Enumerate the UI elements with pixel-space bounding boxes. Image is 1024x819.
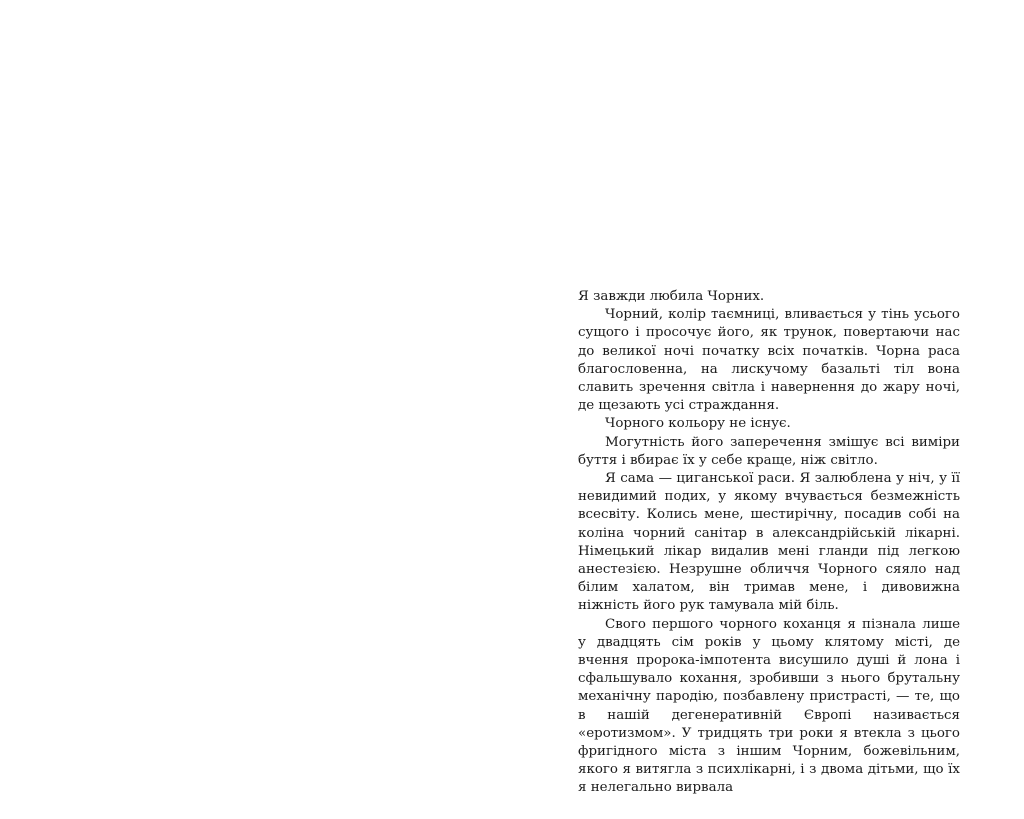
paragraph-6: Свого першого чорного коханця я пізнала лише у двадцять сім років у цьому клятому місті, де вчення пророка-імпотента висушило душі й лона і сфальшувало кохання, зробивши з нього брутальну механічну пародію, позбавлену пристрасті, — те, що в нашій дегенеративній Європі називається «еротизмом». У тридцять три роки я втекла з цього фригідного міста з іншим Чорним, божевільним, якого я витягла з психлікарні, і з двома дітьми, що їх я нелегально вирвала [578, 616, 960, 796]
body-text [578, 288, 960, 798]
paragraph-5: Я сама — циганської раси. Я залюблена у ніч, у її невидимий подих, у якому вчувається безмежність всесвіту. Колись мене, шестирічну, посадив собі на коліна чорний санітар в александрійській лікарні. Німецький лікар видалив мені гланди під легкою анестезією. Незрушне обличчя Чорного сяяло над білим халатом, він тримав мене, і дивовижна ніжність його рук тамувала мій біль. [578, 471, 960, 614]
paragraph-1: Я завжди любила Чорних. [578, 289, 765, 304]
paragraph-2: Чорний, колір таємниці, вливається у тінь усього сущого і просочує його, як трунок, повертаючи нас до великої ночі початку всіх початків. Чорна раса благословенна, на лискучому базальті тіл вона славить зречення світла і навернення до жару ночі, де щезають усі страждання. [578, 307, 960, 414]
paragraph-3: Чорного кольору не існує. [605, 416, 791, 432]
paragraph-4: Могутність його заперечення змішує всі виміри буття і вбирає їх у себе краще, ніж світло. [578, 434, 960, 468]
